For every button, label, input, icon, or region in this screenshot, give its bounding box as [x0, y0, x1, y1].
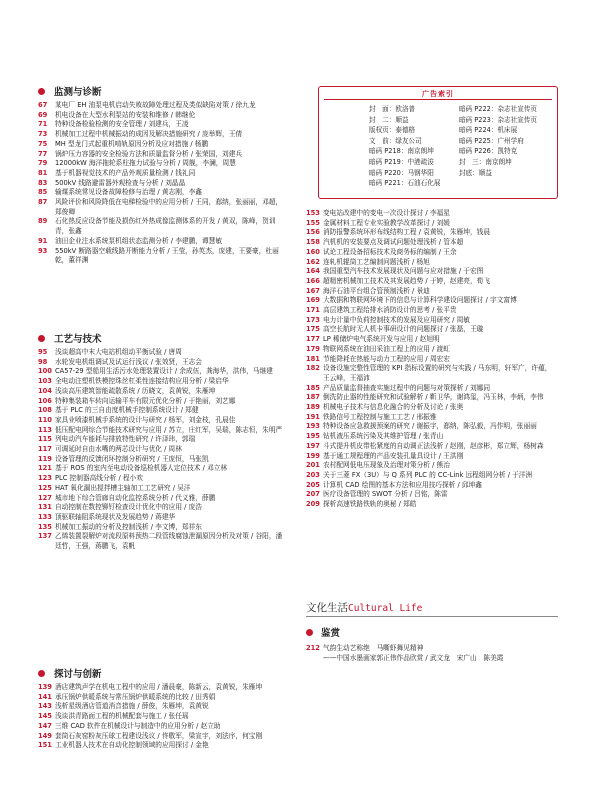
toc-entry-title: 连轧机辊筒工艺编制问题浅析 / 杨旭 — [323, 257, 430, 266]
red-bullet-icon — [306, 629, 313, 636]
toc-page-number: 207 — [306, 490, 320, 499]
culture-title-cn: 文化生活 — [306, 602, 348, 614]
ad-index-item: 暗码 P223：杂志社宣传页 — [459, 115, 538, 124]
toc-entry — [306, 452, 558, 462]
toc-page-number: 89 — [38, 217, 48, 226]
toc-page-number: 189 — [306, 403, 320, 412]
toc-entry — [306, 209, 558, 219]
toc-entry-title: MH 型龙门式起重机啃轨原因分析及应对措施 / 杨鹏 — [55, 139, 209, 148]
toc-page-number: 164 — [306, 267, 320, 276]
toc-page-number: 83 — [38, 178, 48, 187]
toc-entry — [306, 287, 558, 297]
toc-entry — [38, 693, 284, 703]
toc-page-number: 87 — [38, 198, 48, 207]
toc-page-number: 73 — [38, 130, 48, 139]
toc-entry-title: 家具业喷漆机械手系统的设计与研究 / 杨军，刘金枝，孔晨佳 — [55, 415, 236, 424]
toc-entry — [38, 247, 284, 266]
toc-entry — [38, 377, 284, 387]
toc-entry-title: 设备管理的反馈闭环控制分析研究 / 王庞恒，马张凯 — [55, 454, 209, 463]
toc-entry — [306, 316, 558, 326]
toc-entry-title: CA57-29 型船用生活污水处理装置设计 / 余成伍，龚海华，洪伟，马继建 — [55, 367, 273, 376]
ad-index-item: 暗码 P219：中港疏浚 — [369, 157, 434, 166]
ad-index-item: 封 三：南京朗坤 — [459, 157, 512, 166]
toc-entry-title: 机械电子技术与信息化融合的分析及讨论 / 张奥 — [323, 403, 464, 412]
section-monitoring-heading — [38, 84, 102, 98]
toc-entry-title: 酒店建筑声学在机电工程中的应用 / 潘晨豪，陈新云，袁黄锐，朱雁坤 — [55, 683, 263, 691]
toc-entry-title: 基于通工规程理的产品安装孔量具设计 / 王洪刚 — [323, 451, 464, 460]
toc-page-number: 81 — [38, 168, 48, 177]
toc-entry — [306, 355, 558, 365]
toc-entry — [38, 702, 284, 712]
ad-index-item: 版权页：泰德格 — [369, 126, 416, 135]
toc-page-number: 212 — [306, 644, 320, 652]
toc-entry — [306, 490, 558, 500]
toc-entry — [38, 722, 284, 732]
toc-page-number: 195 — [306, 432, 320, 441]
toc-entry-title: 斗式提升机皮带松紧度的自动调正法浅析 / 赵刚，赵彦彬，郑立辉，杨树森 — [323, 441, 544, 450]
toc-entry — [306, 471, 558, 481]
toc-page-number: 160 — [306, 247, 320, 256]
toc-page-number: 169 — [306, 296, 320, 305]
toc-page-number: 173 — [306, 315, 320, 324]
toc-entry — [306, 277, 558, 287]
toc-entry-title: 浅谈洪青路面工程的机械配套与施工 / 张任瑶 — [55, 712, 189, 721]
toc-entry-title: 设备设施完整性管理的 KPI 指标设置的研究与实践 / 马东明，轩军广，许蕴，王云峰，王福沛 — [323, 364, 552, 382]
toc-entry-title: 海洋石油平台组合管预制浅析 / 景迪 — [323, 286, 430, 295]
toc-entry-title: LP 稀储炉电气系统开发与应用 / 赵旭明 — [323, 335, 440, 344]
toc-entry — [306, 345, 558, 355]
toc-page-number: 95 — [38, 348, 48, 356]
ad-index-divider — [324, 99, 552, 100]
toc-entry — [306, 384, 558, 394]
toc-entry-title: 高空长航时无人机卡事研设计的问题探讨 / 张磊，王璇 — [323, 325, 484, 334]
toc-page-number: 149 — [38, 731, 52, 740]
ad-index-item: 暗码 P222：杂志社宣传页 — [459, 105, 538, 113]
toc-entry-title: 机械加工过程中机械振动的成因及解决措施研究 / 庞举辉，王倩 — [55, 130, 243, 139]
toc-entry-title: 12000kW 海洋拖轮系柱拖力试验与分析 / 周舰，李澜，周慧 — [55, 159, 236, 168]
toc-entry-title: 乙烯装置裂解炉对流段原料预热二段管线腐蚀泄漏原因分析及对策 / 谷阳，潘廷哲，王强，蒋鹏飞，袁帆 — [55, 532, 283, 551]
toc-entry — [306, 248, 558, 258]
toc-entry — [38, 474, 284, 484]
toc-entry — [306, 325, 558, 335]
toc-entry — [38, 179, 284, 189]
toc-page-number: 175 — [306, 325, 320, 334]
toc-entry — [306, 654, 558, 664]
toc-entry-title: 500kV 线路避雷器外观检查与分析 / 刘晶晶 — [55, 178, 186, 187]
monitoring-entry-list — [38, 101, 284, 266]
toc-entry-title: 全电动注塑机铁模控珠丝杠柔性连接结构应用分析 / 梁启华 — [55, 377, 229, 386]
toc-page-number: 185 — [306, 383, 320, 392]
toc-page-number: 123 — [38, 474, 52, 483]
toc-page-number: 71 — [38, 120, 48, 129]
toc-entry — [306, 403, 558, 413]
toc-entry-title: 机电设备在大型水利泵站的安装和维修 / 韩继伦 — [55, 110, 196, 119]
toc-entry — [306, 393, 558, 403]
toc-entry-title: 倒洗防止器的性能研究和试验解析 / 靳卫华，谢鸿玺，冯玉林，李炳，李伟 — [323, 393, 544, 402]
toc-entry — [38, 237, 284, 247]
toc-entry-title: 可调延时自由水嘴的两芯设计与优化 / 周林 — [55, 445, 182, 454]
toc-entry-title: 特种设备检验检测的安全管理 / 刘建兵，王凌 — [55, 120, 189, 129]
toc-page-number: 151 — [38, 741, 52, 750]
toc-page-number: 79 — [38, 159, 48, 168]
toc-entry — [306, 219, 558, 229]
toc-entry-title: 节能降耗在热能与动力工程的应用 / 周宏宏 — [323, 354, 450, 363]
toc-page-number: 203 — [306, 470, 320, 479]
toc-page-number: 197 — [306, 441, 320, 450]
toc-entry — [38, 712, 284, 722]
toc-page-number: 181 — [306, 354, 320, 363]
red-bullet-icon — [38, 88, 45, 95]
toc-entry-title: 医疗设备管理的 SWOT 分析 / 吕铭，陈雷 — [323, 490, 448, 499]
ad-index-item: 封 二：顺益 — [369, 115, 409, 124]
toc-entry — [38, 426, 284, 436]
toc-page-number: 133 — [38, 512, 52, 521]
toc-entry-title: 城市地下综合管廊自动化监控系统分析 / 代义雅，薛鹏 — [55, 493, 216, 502]
toc-entry — [38, 494, 284, 504]
section-title: 鉴赏 — [321, 628, 341, 639]
toc-entry — [306, 413, 558, 423]
toc-entry-title: 风险评价和风险降低在电梯检验中的应用分析 / 王同，郄纳，张丽丽，邓超，郑俊卿 — [55, 198, 283, 216]
toc-entry — [306, 364, 558, 383]
toc-entry — [306, 306, 558, 316]
toc-entry-title: 关于三菱 FX（3U）与 Q 系列 PLC 的 CC-Link 远程组网分析 / 于洋洲 — [323, 470, 533, 479]
toc-entry-title: 水轮发电机组调试及试运行浅议 / 张效贤，王志会 — [55, 357, 202, 366]
toc-page-number: 121 — [38, 464, 52, 473]
toc-page-number: 155 — [306, 218, 320, 227]
toc-entry-title: 汽机机的安装要点及调试问题处理浅析 / 管本超 — [323, 238, 464, 247]
toc-entry-title: 超精密机械加工技术及其发展趋势 / 于婷，赵建亮，荀飞 — [323, 276, 491, 285]
toc-page-number: 137 — [38, 532, 52, 541]
toc-page-number: 145 — [38, 712, 52, 721]
toc-page-number: 106 — [38, 396, 52, 405]
toc-page-number: 199 — [306, 451, 320, 460]
toc-page-number: 113 — [38, 425, 52, 434]
toc-entry — [38, 484, 284, 494]
toc-entry — [38, 387, 284, 397]
ad-index-box — [318, 86, 558, 199]
toc-page-number: 177 — [306, 335, 320, 344]
toc-entry — [306, 296, 558, 306]
section-title: 探讨与创新 — [54, 669, 102, 680]
toc-entry-title: 电力计量中负荷控制技术的发展及应用研究 / 周敏 — [323, 315, 470, 324]
toc-entry-title: 套筒石灰窑粉灰压球工程建设浅议 / 佟敬军，梁宣宇，刘法序，何宝刚 — [55, 731, 263, 740]
toc-entry — [306, 258, 558, 268]
toc-page-number: 193 — [306, 422, 320, 431]
toc-page-number: 119 — [38, 454, 52, 463]
right-entry-list — [306, 209, 558, 510]
toc-page-number: 141 — [38, 692, 52, 701]
ad-index-item: 暗码 P226：凯特克 — [459, 147, 518, 156]
toc-entry — [38, 741, 284, 751]
ad-index-item: 封底：顺益 — [459, 168, 492, 177]
toc-page-number: 191 — [306, 412, 320, 421]
toc-page-number: 100 — [38, 367, 52, 376]
toc-entry-title: 基于 PLC 的三自由度机械手控制系统设计 / 郑健 — [55, 406, 199, 415]
ad-index-title: 广告索引 — [422, 90, 454, 98]
toc-entry — [38, 406, 284, 416]
toc-entry-title: 变电站改建中的变电一次设计探讨 / 李福星 — [323, 209, 450, 217]
toc-entry — [38, 169, 284, 179]
toc-page-number: 171 — [306, 306, 320, 315]
toc-entry-title: 顶驱联轴阻系统现状及发展趋势 / 蒋建华 — [55, 512, 176, 521]
toc-entry-title: 试论工程设备招标技术及商务标的编制 / 王余 — [323, 247, 457, 256]
toc-entry — [38, 503, 284, 513]
toc-page-number: 104 — [38, 386, 52, 395]
toc-entry — [38, 120, 284, 130]
toc-page-number: 166 — [306, 276, 320, 285]
toc-entry-title: 我国重型汽车技术发展现状及问题与应对措施 / 于宏图 — [323, 267, 484, 276]
toc-entry-title: PLC 控制器高线分析 / 程小欢 — [55, 474, 143, 483]
toc-entry — [38, 523, 284, 533]
toc-entry — [306, 422, 558, 432]
toc-page-number: 69 — [38, 110, 48, 119]
toc-entry-title: 三维 CAD 软件在机械设计与制造中的应用分析 / 赵立助 — [55, 721, 221, 730]
section-appreciation-heading — [306, 625, 340, 639]
toc-page-number: 205 — [306, 480, 320, 489]
toc-entry-title: 输煤系统常见设备故障检修与治理 / 黄志刚，李鑫 — [55, 188, 202, 197]
section-exploration-heading — [38, 666, 102, 680]
toc-entry-title: 浅析星级酒店管道消音措施 / 薛俊，朱雁坤，袁黄锐 — [55, 702, 209, 711]
toc-page-number: 158 — [306, 238, 320, 247]
toc-page-number: 209 — [306, 500, 320, 509]
toc-entry-title: 锅炉压力容器的安全检验方法和质量监督分析 / 张荣国，刘建兵 — [55, 149, 243, 158]
toc-entry-title: 高层建筑工程给排水消防设计的思考 / 张平贵 — [323, 306, 457, 315]
toc-page-number: 125 — [38, 483, 52, 492]
toc-entry — [38, 111, 284, 121]
toc-entry-title: 探析高速铁路铁轨的奥秘 / 郑皓 — [323, 500, 417, 509]
toc-entry — [38, 397, 284, 407]
toc-entry-title: 农村配网低电压现象及治理对策分析 / 熊治 — [323, 461, 450, 470]
toc-page-number: 91 — [38, 236, 48, 245]
toc-entry — [306, 432, 558, 442]
toc-entry-title: 油田企业注水系统泵机组状态监测分析 / 李建鹏，谭慧敏 — [55, 236, 223, 245]
toc-entry — [306, 500, 558, 510]
ad-index-item: 文 前：绿友公司 — [369, 136, 422, 145]
toc-entry-title: 550kV 断路器空载线路开断能力分析 / 王莹，孙英杰，庞建，王要豪，杜丽乾，董祥渊 — [55, 246, 279, 265]
toc-entry — [38, 532, 284, 551]
toc-page-number — [306, 654, 323, 664]
toc-page-number: 85 — [38, 188, 48, 197]
toc-entry — [38, 198, 284, 217]
toc-entry-title: 产品质量监督抽查实施过程中的问题与对策探析 / 刘娜同 — [323, 383, 491, 392]
toc-entry — [306, 228, 558, 238]
toc-entry-title: 自动控制在数控铆钉检查设计优化中的应用 / 庞浩 — [55, 503, 202, 512]
toc-page-number: 110 — [38, 415, 52, 424]
toc-entry-title: 特种设备应急救援预案的研究 / 谢振宇，郄纳，陈弘毅，冯作明，张丽丽 — [323, 422, 537, 431]
ad-index-grid — [369, 104, 554, 189]
red-bullet-icon — [38, 335, 45, 342]
toc-entry — [38, 130, 284, 140]
toc-entry-title: 承压锅炉供暖系统与常压锅炉供暖系统的比较 / 田秀娟 — [55, 692, 216, 701]
toc-entry — [38, 683, 284, 693]
toc-entry-title: 计算机 CAD 绘图的基本方法和应用技巧探析 / 邱坤鑫 — [323, 480, 482, 489]
toc-entry-title: 某电厂 EH 油泵电机启动失败故障处理过程及类似缺陷对策 / 徐九龙 — [55, 101, 256, 109]
toc-page-number: 147 — [38, 721, 52, 730]
culture-divider — [306, 616, 558, 617]
toc-entry — [306, 461, 558, 471]
toc-entry — [38, 435, 284, 445]
toc-entry-title: 钻机液压系统污染及其维护管理 / 张青山 — [323, 432, 444, 441]
toc-page-number: 127 — [38, 493, 52, 502]
toc-entry — [38, 358, 284, 368]
toc-page-number: 98 — [38, 357, 48, 366]
ad-index-item: 暗码 P218：南京朗坤 — [369, 147, 434, 156]
red-bullet-icon — [38, 670, 45, 677]
toc-page-number: 153 — [306, 209, 320, 217]
toc-entry-title: ——中国水墨画家郭正伟作品欣赏 / 武文龙 宋广山 陈美霞 — [323, 653, 504, 662]
toc-entry-title: 低压配电网综合节能技术研究与应用 / 苏立，庄红军，吴瑞，陈志恒，朱明严 — [55, 425, 283, 434]
toc-page-number: 77 — [38, 149, 48, 158]
toc-entry — [306, 267, 558, 277]
toc-entry — [38, 159, 284, 169]
ad-index-item: 暗码 P224：机床展 — [459, 126, 518, 135]
toc-page-number: 117 — [38, 445, 52, 454]
toc-entry-title: 物联网系统在油田采油工程上的应用 / 渡虹 — [323, 344, 450, 353]
toc-entry-title: 石化热反应设备节能及损伤红外热成像监测体系的开发 / 黄双，陈峰，贺训青，张鑫 — [55, 217, 276, 236]
appreciation-entry-list — [306, 644, 558, 663]
toc-entry — [306, 442, 558, 452]
toc-entry-title: 基于机器视觉技术的产品外观质量检测 / 钱礼同 — [55, 168, 196, 177]
toc-entry — [38, 101, 284, 111]
toc-page-number: 187 — [306, 393, 320, 402]
toc-entry — [306, 238, 558, 248]
toc-page-number: 167 — [306, 286, 320, 295]
toc-entry-title: 气韵生动艺称绝 马嘶虾舞见精神 — [323, 644, 424, 652]
toc-entry — [38, 217, 284, 236]
section-title: 工艺与技术 — [54, 334, 102, 345]
toc-entry-title: 铁路信号工程控制与施工工艺 / 邢振雅 — [323, 412, 437, 421]
toc-page-number: 108 — [38, 406, 52, 415]
culture-section-title — [306, 600, 422, 615]
toc-entry-title: 大数据和物联网环境下的信息与计算科学建设问题探讨 / 宇文富博 — [323, 296, 517, 305]
toc-page-number: 162 — [306, 257, 320, 266]
toc-page-number: 135 — [38, 522, 52, 531]
toc-page-number: 75 — [38, 139, 48, 148]
toc-entry — [38, 445, 284, 455]
section-process-heading — [38, 331, 102, 345]
toc-entry — [306, 644, 558, 654]
toc-entry-title: 工业机器人技术在自动化控制领域的应用探讨 / 金艳 — [55, 741, 209, 750]
toc-entry — [38, 348, 284, 358]
toc-entry — [38, 150, 284, 160]
toc-entry-title: 消防报警系统环形布线结构工程 / 袁黄锐，朱雁坤，钱晨 — [323, 228, 491, 237]
toc-page-number: 182 — [306, 364, 320, 373]
toc-entry-title: 浅谈高压建筑智能疏散系统 / 历晓文，袁黄锐，朱雁坤 — [55, 386, 216, 395]
toc-entry — [38, 188, 284, 198]
toc-page-number: 156 — [306, 228, 320, 237]
toc-page-number: 115 — [38, 435, 52, 444]
ad-index-item: 暗码 P221：石油石化展 — [369, 179, 441, 188]
toc-page-number: 179 — [306, 344, 320, 353]
culture-title-en: Cultural Life — [348, 603, 423, 614]
toc-entry-title: 浅谈超高中末大电站机组动平衡试验 / 唐周 — [55, 348, 182, 356]
toc-page-number: 93 — [38, 246, 48, 255]
toc-entry-title: 机械加工振动的分析及控制浅析 / 李文博，郑祥东 — [55, 522, 202, 531]
toc-page-number: 67 — [38, 101, 48, 109]
toc-entry-title: HAT 氧化漏出搅拌槽主轴加工工艺研究 / 吴洋 — [55, 483, 191, 492]
toc-entry — [38, 513, 284, 523]
toc-page-number: 103 — [38, 377, 52, 386]
toc-entry — [38, 732, 284, 742]
ad-index-item: 暗码 P220：马钢华阳 — [369, 168, 434, 177]
ad-index-item: 暗码 P225：广州学府 — [459, 136, 524, 145]
toc-entry — [38, 455, 284, 465]
toc-entry-title: 列电动汽车能耗与排放特性研究 / 许泽玮，郭瑞 — [55, 435, 196, 444]
toc-page-number: 143 — [38, 702, 52, 711]
toc-entry-title: 金属材料工程专业实验教学改革探讨 / 刘媛 — [323, 218, 450, 227]
toc-entry — [38, 416, 284, 426]
exploration-entry-list — [38, 683, 284, 751]
toc-entry — [38, 464, 284, 474]
toc-page-number: 139 — [38, 683, 52, 691]
toc-entry-title: 特种集装箱车转向运输平车有限元优化分析 / 于艳丽，刘艺娜 — [55, 396, 236, 405]
toc-page-number: 201 — [306, 461, 320, 470]
toc-entry — [38, 367, 284, 377]
toc-entry-title: 基于 ROS 的室内至电动设备巡检机器人定位技术 / 邓立林 — [55, 464, 228, 473]
section-title: 监测与诊断 — [54, 87, 102, 98]
toc-entry — [306, 481, 558, 491]
ad-index-item: 封 面：欧洛普 — [369, 105, 416, 113]
toc-entry — [38, 140, 284, 150]
process-entry-list — [38, 348, 284, 552]
toc-entry — [306, 335, 558, 345]
toc-page-number: 131 — [38, 503, 52, 512]
